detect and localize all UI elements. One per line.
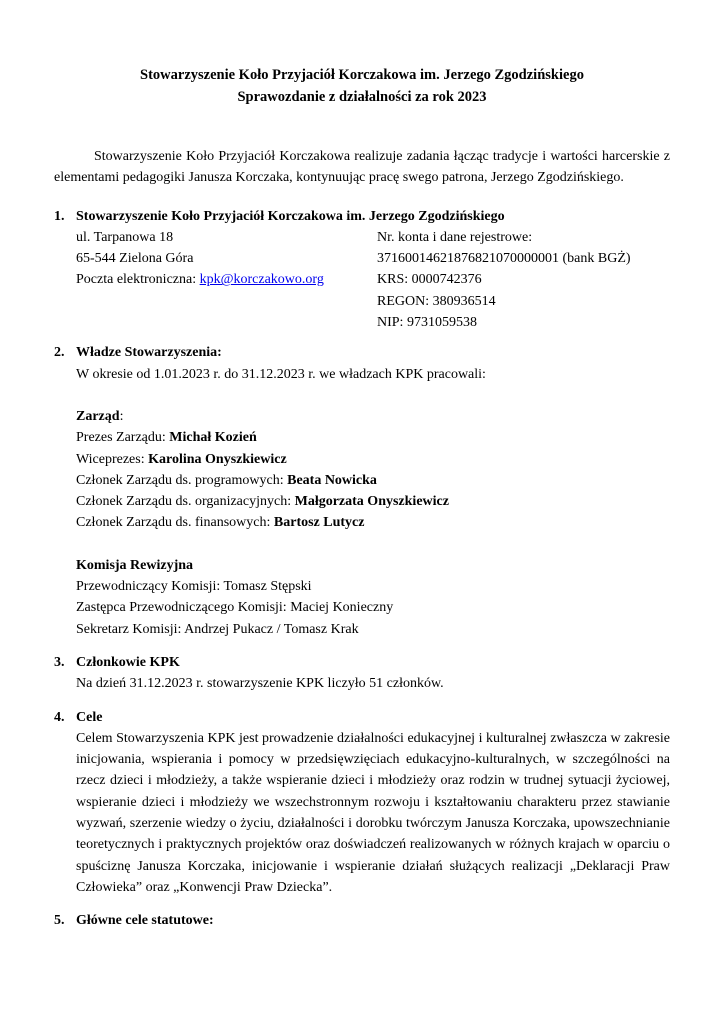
section-content (76, 652, 670, 695)
intro-paragraph: Stowarzyszenie Koło Przyjaciół Korczakowa realizuje zadania łącząc tradycje i wartości harcerskie z elementami pedagogiki Janusza Korczaka, kontynuując pracę swego patrona, Jerzego Zgodzińskiego. (54, 149, 670, 186)
section-number: 1. (54, 208, 65, 224)
committee-member-row: Sekretarz Komisji: Andrzej Pukacz / Tomasz Krak (76, 621, 359, 637)
section-heading: Cele (76, 709, 103, 725)
regon-number: REGON: 380936514 (377, 293, 496, 309)
section-number: 3. (54, 654, 65, 670)
section-authorities (54, 342, 670, 640)
board-member-row (76, 470, 670, 491)
board-role: Członek Zarządu ds. finansowych: (76, 515, 274, 531)
section-goals (54, 707, 670, 899)
email-link[interactable]: kpk@korczakowo.org (199, 272, 324, 288)
board-member-name: Michał Kozień (169, 430, 257, 446)
contact-registry-columns (76, 227, 670, 333)
board-member-row (76, 491, 670, 512)
board-member-row (76, 449, 670, 470)
email-label: Poczta elektroniczna: (76, 272, 200, 288)
committee-member-row: Przewodniczący Komisji: Tomasz Stępski (76, 579, 312, 595)
committee-member-row: Zastępca Przewodniczącego Komisji: Maciej Konieczny (76, 600, 394, 616)
section-heading: Członkowie KPK (76, 654, 180, 670)
section-heading: Główne cele statutowe: (76, 913, 214, 929)
board-role: Członek Zarządu ds. programowych: (76, 472, 288, 488)
board-member-name: Bartosz Lutycz (273, 515, 365, 531)
section-statutory-goals (54, 910, 670, 931)
board-role: Wiceprezes: (76, 451, 149, 467)
board-role: Prezes Zarządu: (76, 430, 170, 446)
address-street: ul. Tarpanowa 18 (76, 229, 174, 245)
email-line (76, 269, 377, 290)
section-number: 2. (54, 345, 65, 361)
section-content (76, 910, 670, 931)
members-count-text: Na dzień 31.12.2023 r. stowarzyszenie KPK liczyło 51 członków. (76, 676, 444, 692)
board-member-row (76, 427, 670, 448)
registry-column (377, 227, 670, 333)
registry-heading: Nr. konta i dane rejestrowe: (377, 229, 533, 245)
document-header (54, 64, 670, 108)
nip-number: NIP: 9731059538 (377, 315, 477, 331)
board-member-name: Małgorzata Onyszkiewicz (294, 494, 449, 510)
board-title: Zarząd (76, 408, 120, 424)
address-column (76, 227, 377, 333)
section-heading: Stowarzyszenie Koło Przyjaciół Korczakowa im. Jerzego Zgodzińskiego (76, 208, 505, 224)
authorities-period: W okresie od 1.01.2023 r. do 31.12.2023 r. we władzach KPK pracowali: (76, 366, 486, 382)
goals-paragraph: Celem Stowarzyszenia KPK jest prowadzenie działalności edukacyjnej i kulturalnej zwłaszcza w zakresie inicjowania, wspierania i pomocy w przedsięwzięciach edukacyjno-kulturalnych, w szczególności na rzecz dzieci i młodzieży, a także wspieranie dzieci i młodzieży oraz rodzin w trudnej sytuacji życiowej, wspieranie dzieci i młodzieży we wszechstronnym rozwoju i kształtowaniu charakteru przez stawianie wyzwań, szerzenie wiedzy o życiu, działalności i dorobku twórczym Janusza Korczaka, upowszechnianie teoretycznych i praktycznych projektów oraz doświadczeń realizowanych w różnych krajach w oparciu o spuściznę Janusza Korczaka, inicjowanie i wspieranie działań służących realizacji „Deklaracji Praw Człowieka” oraz „Konwencji Praw Dziecka”. (76, 730, 670, 895)
section-content (76, 342, 670, 640)
document-subtitle: Sprawozdanie z działalności za rok 2023 (237, 89, 487, 105)
board-title-colon: : (119, 408, 124, 424)
address-city: 65-544 Zielona Góra (76, 251, 194, 267)
section-members (54, 652, 670, 695)
section-number: 5. (54, 913, 65, 929)
bank-account-number: 37160014621876821070000001 (bank BGŻ) (377, 251, 631, 267)
section-heading: Władze Stowarzyszenia: (76, 345, 222, 361)
board-title-line (76, 406, 670, 427)
section-association-details (54, 206, 670, 334)
board-member-name: Beata Nowicka (287, 472, 377, 488)
board-member-row (76, 512, 670, 533)
section-number: 4. (54, 709, 65, 725)
board-role: Członek Zarządu ds. organizacyjnych: (76, 494, 295, 510)
krs-number: KRS: 0000742376 (377, 272, 482, 288)
committee-title: Komisja Rewizyjna (76, 557, 194, 573)
section-content (76, 707, 670, 899)
section-content (76, 206, 670, 334)
board-member-name: Karolina Onyszkiewicz (148, 451, 287, 467)
document-title: Stowarzyszenie Koło Przyjaciół Korczakowa im. Jerzego Zgodzińskiego (140, 67, 584, 83)
